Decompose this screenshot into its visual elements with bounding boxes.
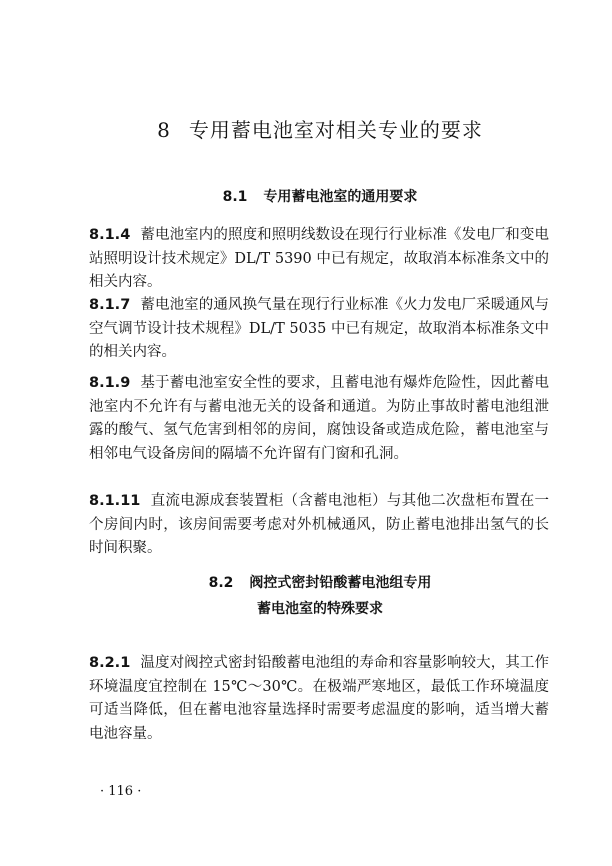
section-number: 8.1 — [222, 189, 248, 205]
clause-8-1-4 — [89, 224, 549, 295]
clause-number: 8.1.4 — [89, 227, 131, 243]
clause-text: 蓄电池室的通风换气量在现行行业标准《火力发电厂采暖通风与空气调节设计技术规程》DL/T 5035 中已有规定，故取消本标准条文中的相关内容。 — [89, 297, 549, 360]
section-heading-8-2-line1 — [0, 572, 612, 592]
clause-text: 直流电源成套装置柜（含蓄电池柜）与其他二次盘柜布置在一个房间内时，该房间需要考虑对外机械通风，防止蓄电池排出氢气的长时间积聚。 — [89, 493, 549, 556]
page-number: · 116 · — [100, 784, 142, 799]
section-title-text: 专用蓄电池室的通用要求 — [263, 189, 418, 205]
section-number: 8.2 — [208, 575, 234, 591]
clause-number: 8.1.7 — [89, 297, 131, 313]
clause-text: 蓄电池室内的照度和照明线数设在现行行业标准《发电厂和变电站照明设计技术规定》DL/T 5390 中已有规定，故取消本标准条文中的相关内容。 — [89, 227, 549, 290]
chapter-title-text: 专用蓄电池室对相关专业的要求 — [188, 118, 483, 142]
clause-8-2-1 — [89, 652, 549, 746]
section-heading-8-2-line2 — [0, 598, 612, 618]
clause-8-1-7 — [89, 294, 549, 365]
clause-number: 8.2.1 — [89, 655, 131, 671]
section-title-text: 阀控式密封铅酸蓄电池组专用 — [249, 575, 432, 591]
clause-text: 基于蓄电池室安全性的要求，且蓄电池有爆炸危险性，因此蓄电池室内不允许有与蓄电池无关的设备和通道。为防止事故时蓄电池组泄露的酸气、氢气危害到相邻的房间，腐蚀设备或造成危险，蓄电池室与相邻电气设备房间的隔墙不允许留有门窗和孔洞。 — [89, 375, 549, 462]
clause-8-1-9 — [89, 372, 549, 466]
chapter-number: 8 — [157, 118, 171, 142]
clause-number: 8.1.9 — [89, 375, 131, 391]
clause-number: 8.1.11 — [89, 493, 141, 509]
section-heading-8-1 — [0, 186, 612, 206]
section-title-text: 蓄电池室的特殊要求 — [257, 601, 383, 617]
clause-text: 温度对阀控式密封铅酸蓄电池组的寿命和容量影响较大，其工作环境温度宜控制在 15℃～30℃。在极端严寒地区，最低工作环境温度可适当降低，但在蓄电池容量选择时需要考虑温度的影响，适当增大蓄电池容量。 — [89, 655, 549, 742]
clause-8-1-11 — [89, 490, 549, 561]
chapter-title — [0, 114, 612, 143]
